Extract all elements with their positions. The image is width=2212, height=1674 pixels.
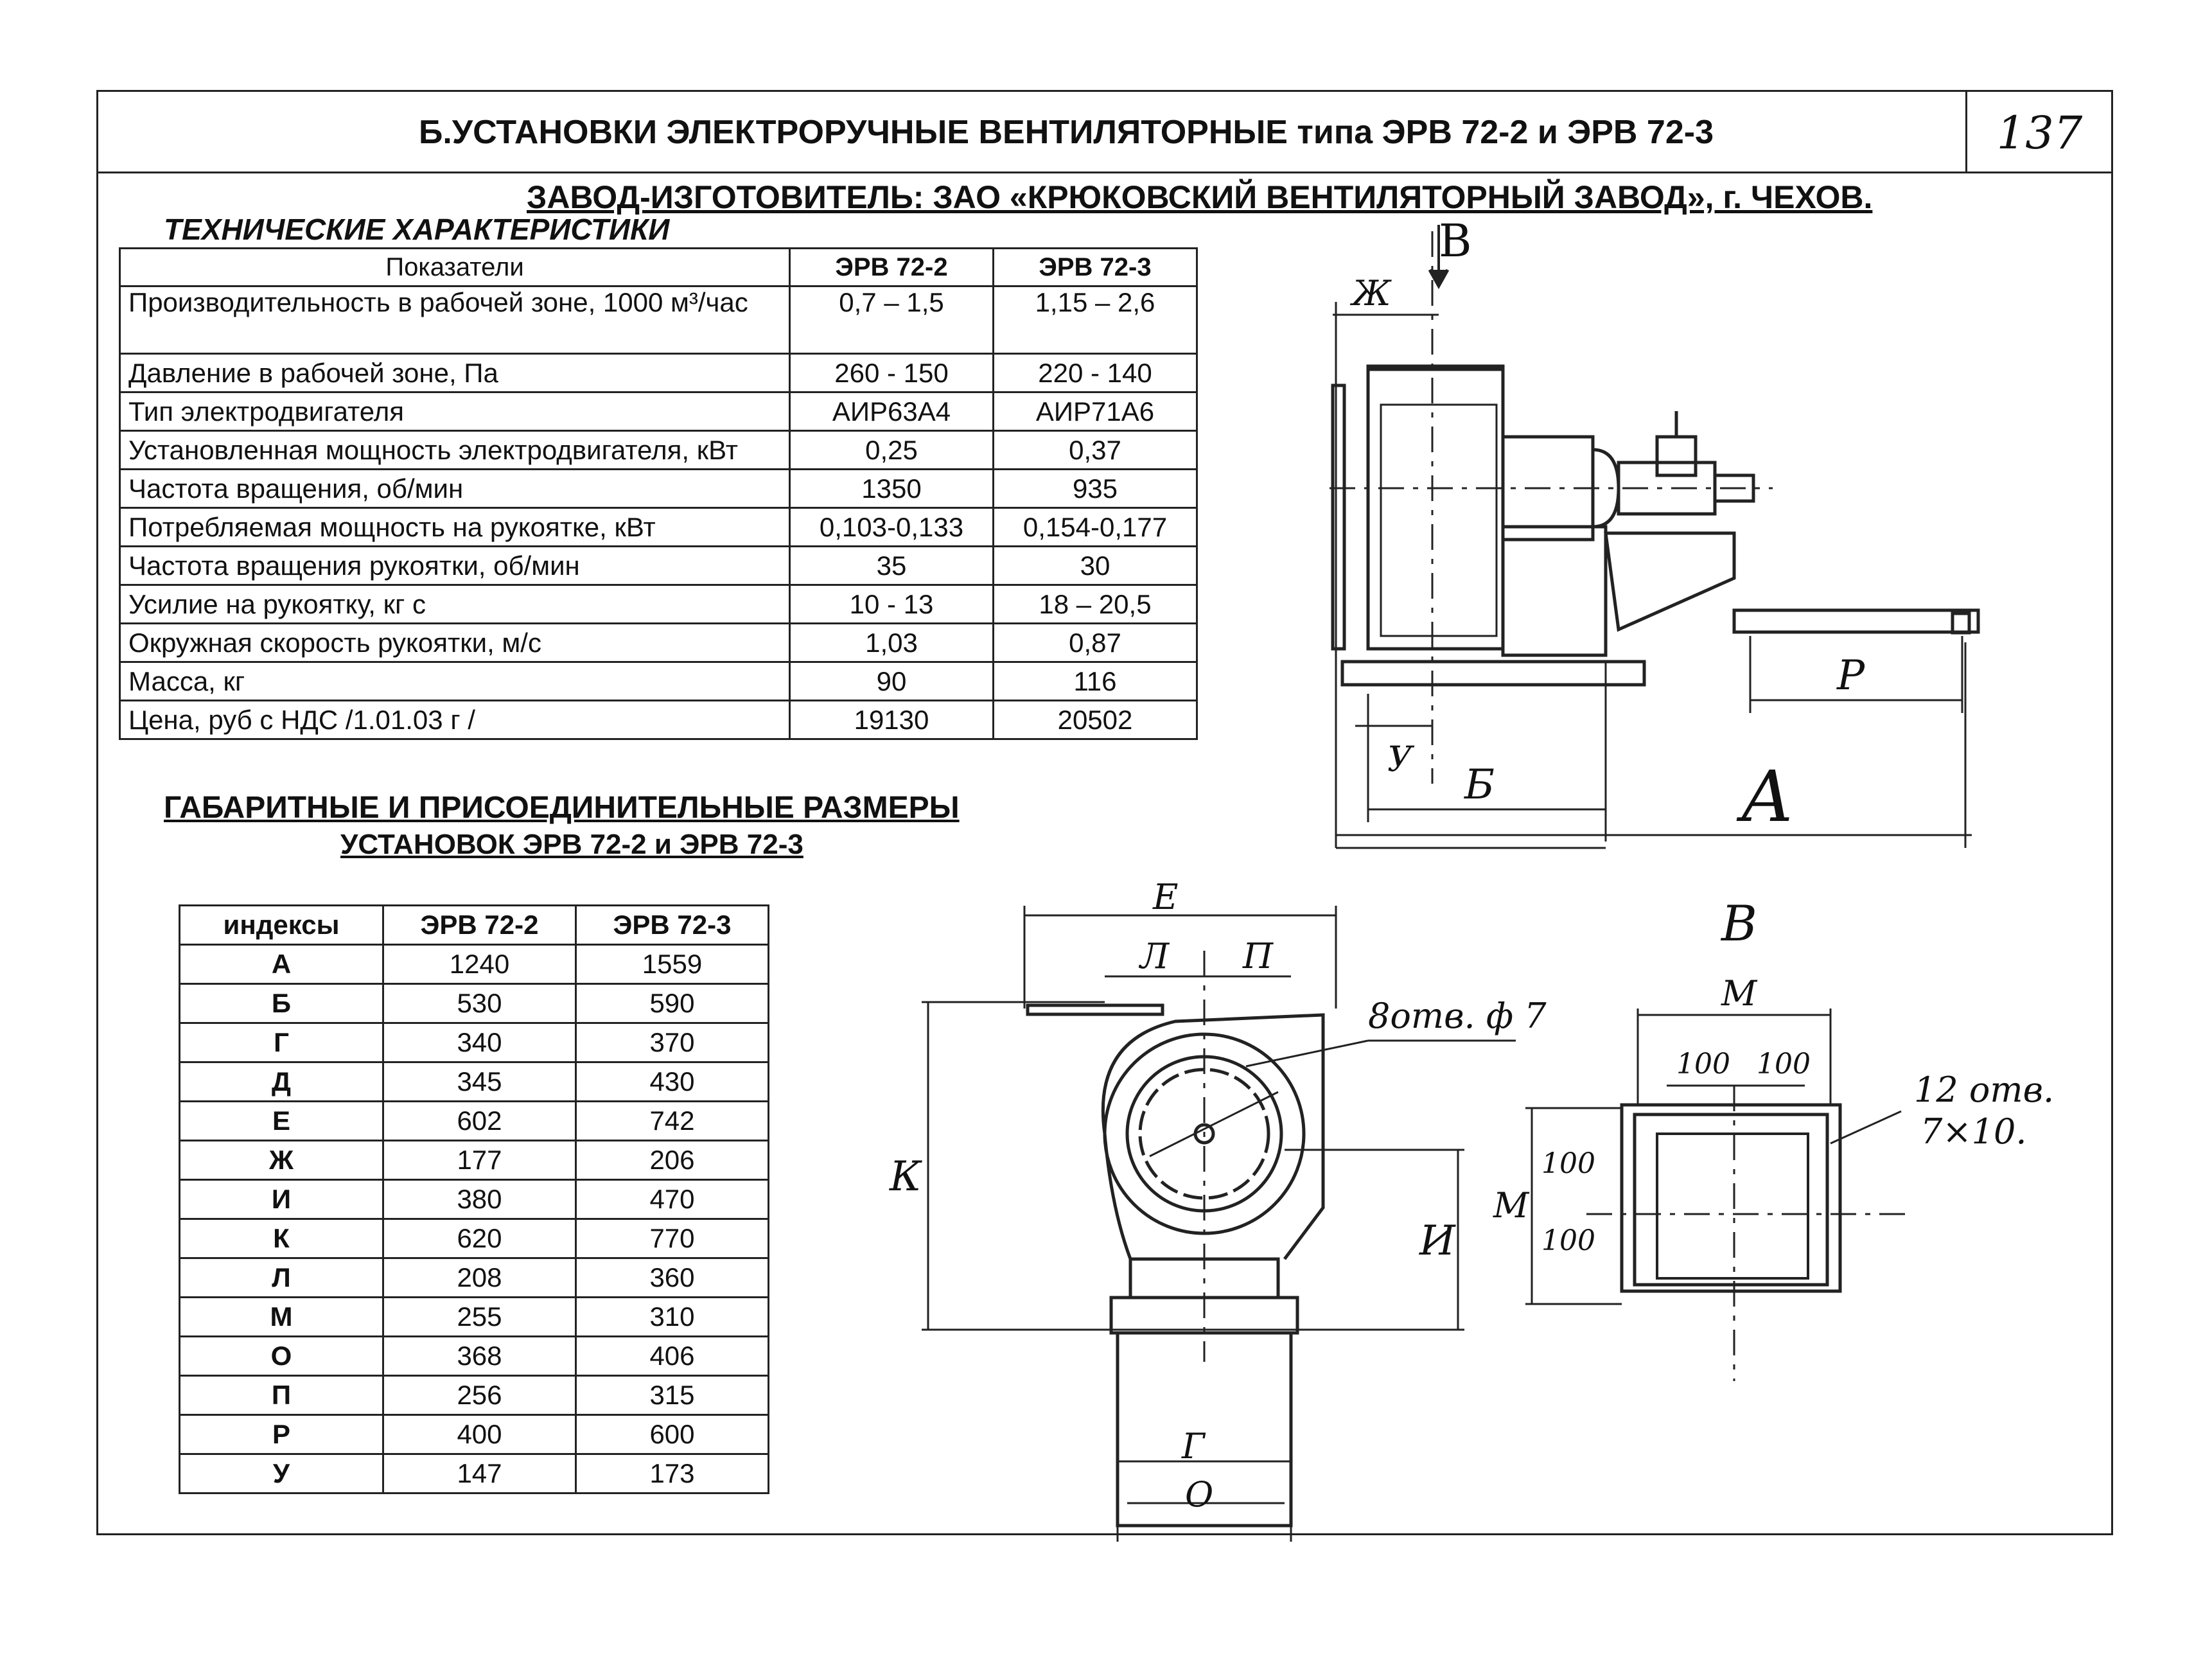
specs-heading: ТЕХНИЧЕСКИЕ ХАРАКТЕРИСТИКИ	[164, 213, 670, 246]
view-direction-label: В	[1439, 215, 1472, 267]
dim-label-b: Б	[1464, 761, 1495, 809]
dim-label-m-top: М	[1721, 973, 1757, 1014]
dim-value: 370	[576, 1023, 769, 1062]
sheet-title: Б.УСТАНОВКИ ЭЛЕКТРОРУЧНЫЕ ВЕНТИЛЯТОРНЫЕ типа ЭРВ 72-2 и ЭРВ 72-3	[418, 114, 1714, 151]
dim-value: 206	[576, 1141, 769, 1180]
dim-100-b: 100	[1757, 1048, 1811, 1080]
dim-label-m-side: М	[1493, 1185, 1529, 1226]
spec-value: 935	[994, 470, 1197, 508]
dim-label-u: У	[1387, 739, 1413, 779]
dim-100-c: 100	[1541, 1147, 1595, 1180]
dim-value: 147	[383, 1454, 576, 1493]
dim-label-zh: Ж	[1352, 273, 1391, 313]
spec-value: 0,154-0,177	[994, 508, 1197, 547]
dim-value: 620	[383, 1219, 576, 1258]
spec-param: Установленная мощность электродвигателя, кВт	[120, 431, 790, 470]
dim-index: Л	[180, 1258, 383, 1298]
spec-param: Усилие на рукоятку, кг с	[120, 585, 790, 624]
dim-index: К	[180, 1219, 383, 1258]
dim-label-i: И	[1419, 1217, 1455, 1265]
spec-param: Производительность в рабочей зоне, 1000 м³/час	[120, 286, 790, 354]
dim-value: 1240	[383, 945, 576, 984]
dim-index: М	[180, 1298, 383, 1337]
spec-param: Цена, руб с НДС /1.01.03 г /	[120, 701, 790, 739]
dim-value: 770	[576, 1219, 769, 1258]
holes-12-label: 12 отв.	[1914, 1070, 2055, 1110]
spec-param: Частота вращения, об/мин	[120, 470, 790, 508]
dim-value: 742	[576, 1102, 769, 1141]
specs-col-header: Показатели	[120, 249, 790, 286]
dim-label-l: Л	[1140, 936, 1170, 976]
dims-subheading: УСТАНОВОК ЭРВ 72-2 и ЭРВ 72-3	[340, 829, 803, 860]
dims-heading: ГАБАРИТНЫЕ И ПРИСОЕДИНИТЕЛЬНЫЕ РАЗМЕРЫ	[164, 791, 960, 825]
dims-col-header: ЭРВ 72-2	[383, 906, 576, 945]
spec-value: 220 - 140	[994, 354, 1197, 392]
dim-label-g: Г	[1182, 1426, 1205, 1467]
dim-value: 310	[576, 1298, 769, 1337]
dim-value: 590	[576, 984, 769, 1023]
spec-value: 0,25	[790, 431, 994, 470]
dim-value: 530	[383, 984, 576, 1023]
specs-col-header: ЭРВ 72-3	[994, 249, 1197, 286]
spec-value: АИР63А4	[790, 392, 994, 431]
dim-100-d: 100	[1541, 1224, 1595, 1257]
dim-label-r: Р	[1837, 652, 1865, 700]
dim-100-a: 100	[1676, 1048, 1730, 1080]
view-b-title: В	[1721, 895, 1757, 952]
dim-value: 256	[383, 1376, 576, 1415]
dim-value: 600	[576, 1415, 769, 1454]
dim-value: 430	[576, 1062, 769, 1102]
specs-col-header: ЭРВ 72-2	[790, 249, 994, 286]
spec-param: Тип электродвигателя	[120, 392, 790, 431]
dim-label-e: Е	[1153, 877, 1179, 917]
spec-param: Частота вращения рукоятки, об/мин	[120, 547, 790, 585]
spec-param: Окружная скорость рукоятки, м/с	[120, 624, 790, 662]
dim-index: Р	[180, 1415, 383, 1454]
spec-value: 1,03	[790, 624, 994, 662]
spec-value: 19130	[790, 701, 994, 739]
dim-value: 400	[383, 1415, 576, 1454]
spec-value: 0,7 – 1,5	[790, 286, 994, 354]
dim-index: П	[180, 1376, 383, 1415]
spec-value: 1,15 – 2,6	[994, 286, 1197, 354]
dims-col-header: ЭРВ 72-3	[576, 906, 769, 945]
spec-value: 0,37	[994, 431, 1197, 470]
dim-index: Ж	[180, 1141, 383, 1180]
spec-value: 30	[994, 547, 1197, 585]
dim-index: А	[180, 945, 383, 984]
dim-index: Д	[180, 1062, 383, 1102]
dim-label-o: О	[1185, 1474, 1214, 1515]
dim-label-k: К	[890, 1153, 922, 1201]
spec-value: 0,103-0,133	[790, 508, 994, 547]
dim-value: 406	[576, 1337, 769, 1376]
dim-label-p: П	[1243, 936, 1274, 976]
dims-col-header: индексы	[180, 906, 383, 945]
spec-value: 10 - 13	[790, 585, 994, 624]
dim-value: 315	[576, 1376, 769, 1415]
spec-value: 18 – 20,5	[994, 585, 1197, 624]
spec-value: 116	[994, 662, 1197, 701]
dim-index: И	[180, 1180, 383, 1219]
dim-index: О	[180, 1337, 383, 1376]
dim-index: У	[180, 1454, 383, 1493]
dim-value: 255	[383, 1298, 576, 1337]
dim-value: 368	[383, 1337, 576, 1376]
dim-value: 602	[383, 1102, 576, 1141]
dim-value: 360	[576, 1258, 769, 1298]
dim-value: 380	[383, 1180, 576, 1219]
spec-param: Потребляемая мощность на рукоятке, кВт	[120, 508, 790, 547]
holes-12-size: 7×10.	[1920, 1111, 2027, 1152]
dim-index: Б	[180, 984, 383, 1023]
dim-label-a: А	[1741, 755, 1795, 838]
spec-value: 0,87	[994, 624, 1197, 662]
holes-8-label: 8отв. ф 7	[1368, 996, 1547, 1036]
spec-param: Масса, кг	[120, 662, 790, 701]
dim-index: Е	[180, 1102, 383, 1141]
spec-value: 1350	[790, 470, 994, 508]
dim-value: 345	[383, 1062, 576, 1102]
spec-param: Давление в рабочей зоне, Па	[120, 354, 790, 392]
page-number: 137	[1996, 107, 2083, 159]
dim-value: 177	[383, 1141, 576, 1180]
dim-value: 340	[383, 1023, 576, 1062]
dim-value: 173	[576, 1454, 769, 1493]
spec-value: 35	[790, 547, 994, 585]
dim-value: 470	[576, 1180, 769, 1219]
manufacturer-line: ЗАВОД-ИЗГОТОВИТЕЛЬ: ЗАО «КРЮКОВСКИЙ ВЕНТИЛЯТОРНЫЙ ЗАВОД», г. ЧЕХОВ.	[527, 179, 1873, 215]
spec-value: 20502	[994, 701, 1197, 739]
spec-value: АИР71А6	[994, 392, 1197, 431]
spec-value: 90	[790, 662, 994, 701]
dim-value: 208	[383, 1258, 576, 1298]
dim-index: Г	[180, 1023, 383, 1062]
dim-value: 1559	[576, 945, 769, 984]
spec-value: 260 - 150	[790, 354, 994, 392]
